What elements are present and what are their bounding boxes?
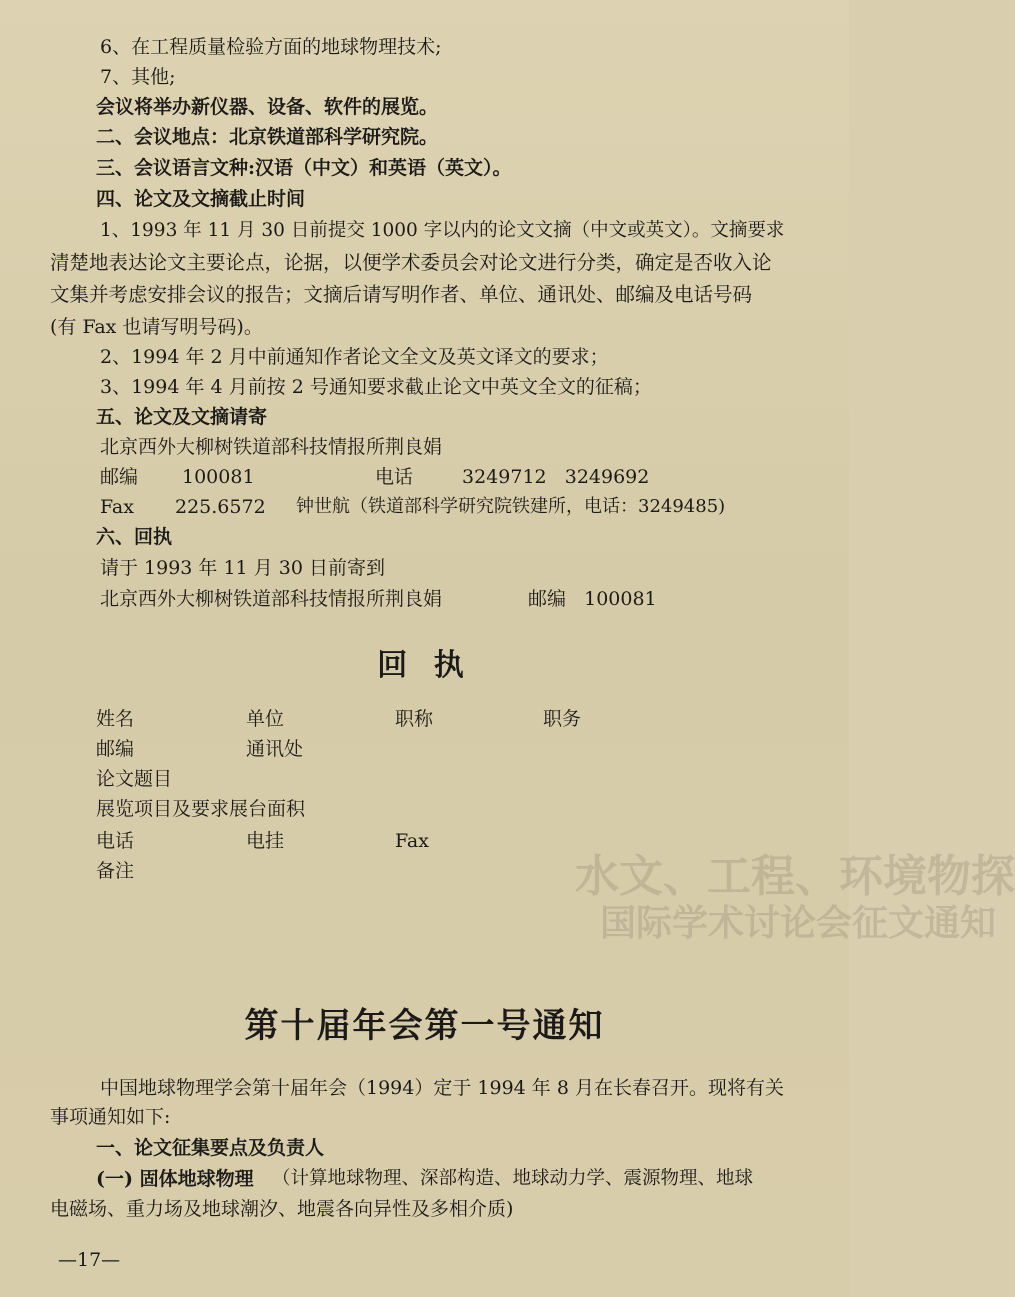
form-label-phone: 电话 xyxy=(96,830,135,852)
bleed-through-text: 国际学术讨论会征文通知 xyxy=(600,902,997,944)
section-heading: 三、会议语言文种:汉语（中文）和英语（英文）。 xyxy=(96,157,512,179)
notice-title: 第十届年会第一号通知 xyxy=(244,1006,605,1046)
postcode-value: 100081 xyxy=(182,466,255,488)
text-line: 清楚地表达论文主要论点，论据，以便学术委员会对论文进行分类，确定是否收入论 xyxy=(50,251,772,274)
form-label-address: 通讯处 xyxy=(246,738,304,760)
phone-value: 3249712 3249692 xyxy=(462,466,650,488)
form-label-remarks: 备注 xyxy=(96,860,135,882)
text-line: 文集并考虑安排会议的报告；文摘后请写明作者、单位、通讯处、邮编及电话号码 xyxy=(50,283,753,306)
section-heading: 四、论文及文摘截止时间 xyxy=(96,188,306,210)
text-line: 7、其他; xyxy=(100,66,176,88)
address-line: 北京西外大柳树铁道部科技情报所荆良娟 xyxy=(100,588,443,610)
text-line: 会议将举办新仪器、设备、软件的展览。 xyxy=(96,96,439,118)
text-line: (有 Fax 也请写明号码)。 xyxy=(50,316,263,338)
form-label-position: 职务 xyxy=(543,708,582,730)
text-line: 请于 1993 年 11 月 30 日前寄到 xyxy=(100,557,385,579)
postcode-line: 邮编 100081 xyxy=(528,588,657,610)
phone-label: 电话 xyxy=(375,466,414,488)
form-label-telegraph: 电挂 xyxy=(246,830,285,852)
item-label: (一) 固体地球物理 xyxy=(96,1168,254,1190)
text-line: 6、在工程质量检验方面的地球物理技术; xyxy=(100,36,442,58)
text-line: 1、1993 年 11 月 30 日前提交 1000 字以内的论文文摘（中文或英文）。文摘要求 xyxy=(100,220,785,241)
text-line: 2、1994 年 2 月中前通知作者论文全文及英文译文的要求； xyxy=(100,346,609,368)
section-heading: 六、回执 xyxy=(96,526,173,548)
fax-note: 钟世航（铁道部科学研究院铁建所，电话：3249485) xyxy=(296,496,726,517)
form-label-postcode: 邮编 xyxy=(96,738,135,760)
form-label-rank: 职称 xyxy=(395,708,434,730)
form-label-fax: Fax xyxy=(395,830,429,852)
page-number: —17— xyxy=(58,1249,121,1271)
postcode-label: 邮编 xyxy=(100,466,139,488)
form-label-unit: 单位 xyxy=(246,708,285,730)
item-text: （计算地球物理、深部构造、地球动力学、震源物理、地球 xyxy=(272,1168,754,1189)
text-line: 事项通知如下: xyxy=(50,1106,171,1128)
reply-form-title: 回 执 xyxy=(377,648,472,683)
text-line: 中国地球物理学会第十届年会（1994）定于 1994 年 8 月在长春召开。现将有关 xyxy=(100,1077,784,1099)
fax-label: Fax xyxy=(100,496,134,518)
form-label-name: 姓名 xyxy=(96,708,135,730)
section-heading: 五、论文及文摘请寄 xyxy=(96,406,268,428)
form-label-paper-title: 论文题目 xyxy=(96,768,173,790)
fax-value: 225.6572 xyxy=(175,496,266,518)
bleed-through-text: 水文、工程、环境物探 xyxy=(575,851,1015,902)
address-line: 北京西外大柳树铁道部科技情报所荆良娟 xyxy=(100,436,443,458)
item-text: 电磁场、重力场及地球潮汐、地震各向异性及多相介质) xyxy=(50,1198,514,1220)
text-line: 3、1994 年 4 月前按 2 号通知要求截止论文中英文全文的征稿； xyxy=(100,376,652,398)
form-label-exhibit: 展览项目及要求展台面积 xyxy=(96,798,306,820)
section-heading: 二、会议地点：北京铁道部科学研究院。 xyxy=(96,126,439,148)
section-heading: 一、论文征集要点及负责人 xyxy=(96,1137,325,1159)
